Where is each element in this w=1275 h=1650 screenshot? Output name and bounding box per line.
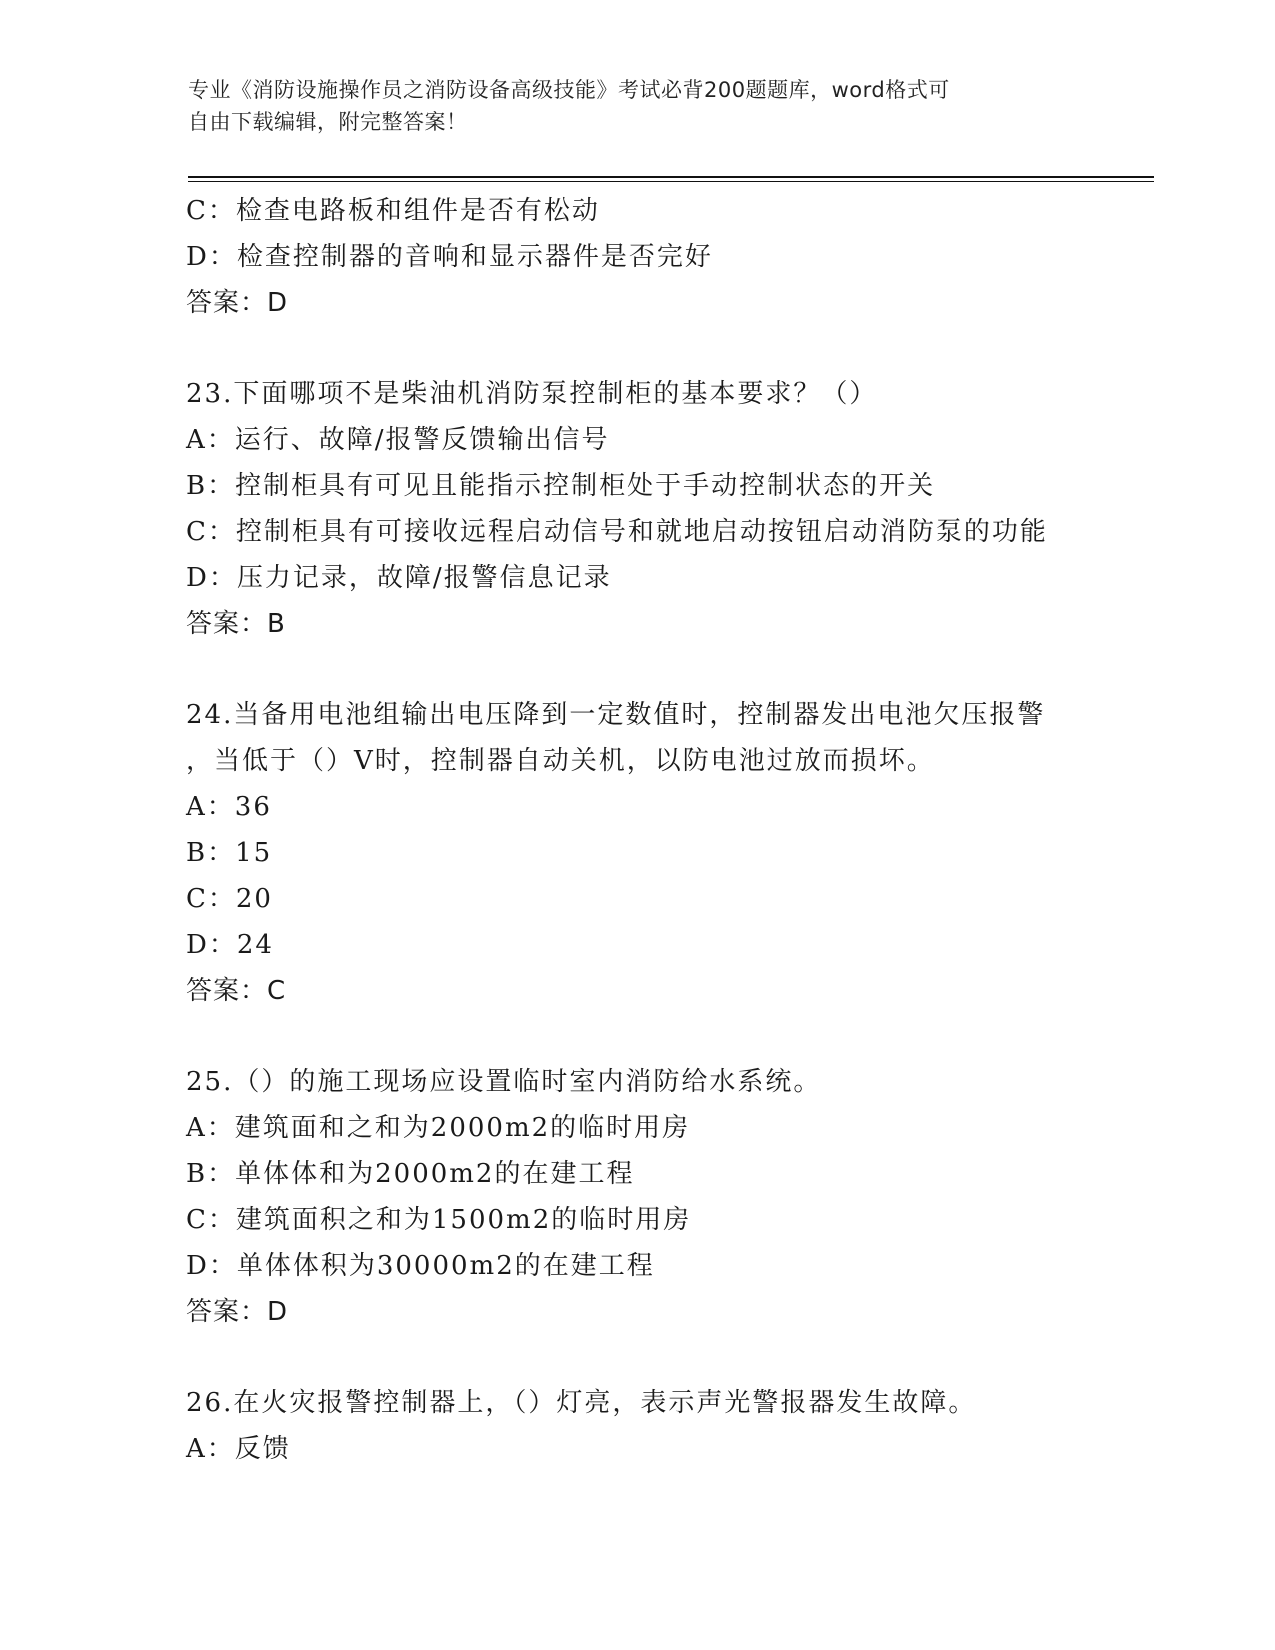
answer-line: 答案：B [186, 609, 286, 639]
option-d: D：检查控制器的音响和显示器件是否完好 [186, 242, 713, 272]
question-stem: 23.下面哪项不是柴油机消防泵控制柜的基本要求？（） [186, 379, 878, 409]
option-b: B：控制柜具有可见且能指示控制柜处于手动控制状态的开关 [186, 471, 936, 501]
question-26 [186, 1380, 1086, 1472]
document-header [188, 74, 1088, 138]
question-25 [186, 1059, 1086, 1335]
question-gap [186, 1014, 1086, 1059]
question-list [186, 188, 1086, 1472]
header-divider-thin [188, 181, 1154, 182]
question-gap [186, 1335, 1086, 1380]
question-stem-continued: ，当低于（）V时，控制器自动关机，以防电池过放而损坏。 [186, 746, 935, 776]
question-gap [186, 647, 1086, 692]
option-c: C：建筑面积之和为1500m2的临时用房 [186, 1205, 692, 1235]
question-24 [186, 692, 1086, 1014]
question-stem: 25.（）的施工现场应设置临时室内消防给水系统。 [186, 1067, 822, 1097]
option-b: B：单体体和为2000m2的在建工程 [186, 1159, 635, 1189]
option-d: D：压力记录，故障/报警信息记录 [186, 563, 612, 593]
option-a: A：反馈 [186, 1434, 291, 1464]
question-stem: 24.当备用电池组输出电压降到一定数值时，控制器发出电池欠压报警 [186, 700, 1046, 730]
answer-line: 答案：C [186, 976, 287, 1006]
header-title-line-2: 自由下载编辑，附完整答案！ [188, 110, 468, 134]
header-divider-thick [188, 176, 1154, 178]
answer-line: 答案：D [186, 288, 289, 318]
answer-line: 答案：D [186, 1297, 289, 1327]
question-22-tail [186, 188, 1086, 326]
header-title-line-1: 专业《消防设施操作员之消防设备高级技能》考试必背200题题库，word格式可 [188, 78, 950, 102]
question-stem: 26.在火灾报警控制器上，（）灯亮，表示声光警报器发生故障。 [186, 1388, 977, 1418]
option-b: B：15 [186, 838, 273, 868]
question-23 [186, 371, 1086, 647]
option-a: A：36 [186, 792, 272, 822]
option-a: A：建筑面和之和为2000m2的临时用房 [186, 1113, 691, 1143]
question-gap [186, 326, 1086, 371]
option-a: A：运行、故障/报警反馈输出信号 [186, 425, 610, 455]
option-d: D：24 [186, 930, 274, 960]
option-c: C：控制柜具有可接收远程启动信号和就地启动按钮启动消防泵的功能 [186, 517, 1048, 547]
option-c: C：20 [186, 884, 273, 914]
option-d: D：单体体积为30000m2的在建工程 [186, 1251, 655, 1281]
option-c: C：检查电路板和组件是否有松动 [186, 196, 600, 226]
